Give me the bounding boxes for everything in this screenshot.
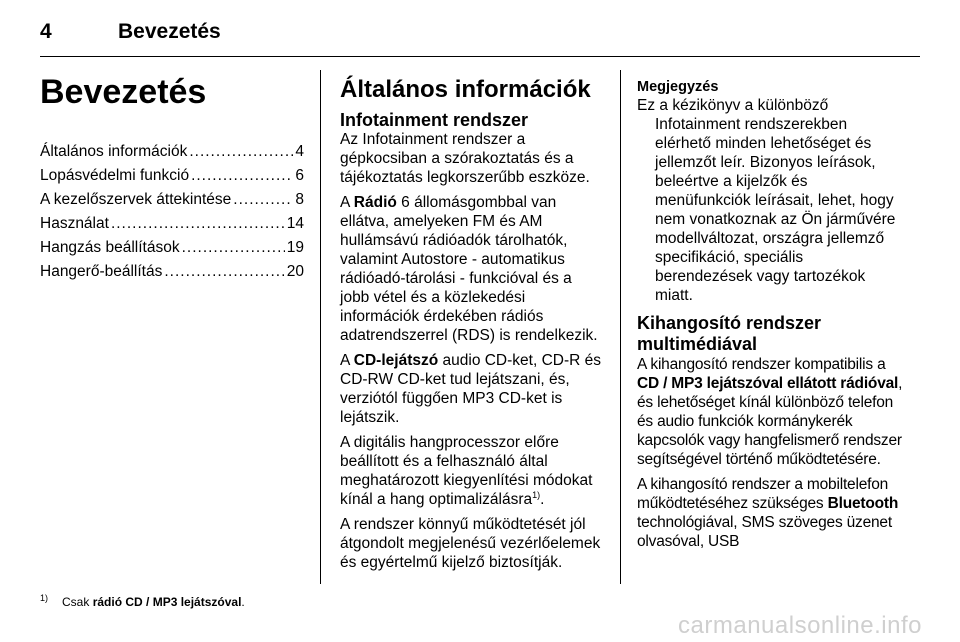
toc-item-page: 20	[286, 263, 304, 280]
paragraph	[340, 351, 602, 427]
table-of-contents	[40, 142, 304, 282]
paragraph	[637, 355, 903, 469]
section-title: Általános információk	[340, 76, 591, 103]
text-run: A	[340, 194, 354, 211]
bold-term: rádió CD / MP3 lejátszóval	[92, 595, 242, 609]
chapter-title: Bevezetés	[40, 73, 207, 111]
note-label: Megjegyzés	[637, 79, 719, 95]
toc-item-page: 14	[286, 215, 304, 232]
toc-column	[40, 64, 304, 286]
toc-leader	[164, 262, 284, 282]
toc-leader	[182, 238, 285, 258]
note-text: Infotainment rendszerekben elérhető minden lehetőséget és jellemzőt leír. Bizonyos leírások, beleértve a kijelzők és menüfunkciók leírásait, lehet, hogy nem vonatkoznak az Ön járművére modellváltozat, országra jellemző specifikáció, speciális berendezések vagy tartozékok miatt.	[655, 116, 896, 304]
toc-item[interactable]	[40, 190, 304, 210]
toc-item[interactable]	[40, 262, 304, 282]
text-run: A kihangosító rendszer kompatibilis a	[637, 356, 886, 373]
text-run: audio CD-ket, CD-R és CD-RW CD-ket tud lejátszani, és, verziótól függően MP3 CD-ket is lejátszik.	[340, 352, 601, 426]
toc-leader	[233, 190, 293, 210]
toc-item-page: 8	[295, 191, 304, 208]
general-info-column	[340, 64, 602, 578]
footnote-mark: 1)	[40, 593, 49, 603]
text-run: Csak	[62, 595, 93, 609]
toc-item-page: 4	[295, 143, 304, 160]
note-first-line: Ez a kézikönyv a különböző	[637, 97, 829, 114]
paragraph: Az Infotainment rendszer a gépkocsiban a szórakoztatás és a tájékoztatás legkorszerűbb eszköze.	[340, 131, 590, 186]
text-run: technológiával, SMS szöveges üzenet olvasóval, USB	[637, 514, 892, 550]
toc-item-title: Hangerő-beállítás	[40, 263, 163, 280]
toc-item-title: Általános információk	[40, 143, 188, 160]
column-divider	[620, 70, 621, 584]
bold-term: CD / MP3 lejátszóval ellátott rádióval	[637, 375, 899, 392]
toc-leader	[111, 214, 285, 234]
toc-leader	[189, 142, 293, 162]
note-body	[637, 96, 903, 305]
subsection-title-line: multimédiával	[637, 334, 758, 354]
text-run: .	[540, 491, 545, 508]
toc-item-page: 6	[295, 167, 304, 184]
text-run: A kihangosító rendszer a mobiltelefon működtetéséhez szükséges	[637, 476, 889, 512]
toc-item[interactable]	[40, 142, 304, 162]
text-run: A digitális hangprocesszor előre beállított és a felhasználó által meghatározott kiegyenlítési módokat kínál a hang optimalizálásra	[340, 434, 593, 508]
toc-item-title: A kezelőszervek áttekintése	[40, 191, 232, 208]
text-run: A	[340, 352, 354, 369]
text-run: , és lehetőséget kínál különböző telefon és audio funkciók kormánykerék kapcsolók vagy hangfelismerő rendszer segítségével történő működtetésére.	[637, 375, 903, 468]
header-rule	[40, 56, 920, 57]
toc-item[interactable]	[40, 214, 304, 234]
watermark: carmanualsonline.info	[678, 612, 922, 639]
bold-term: Bluetooth	[827, 495, 899, 512]
running-title: Bevezetés	[118, 20, 221, 43]
paragraph	[340, 193, 602, 345]
paragraph	[340, 433, 602, 509]
toc-item[interactable]	[40, 238, 304, 258]
text-run: 6 állomásgombbal van ellátva, amelyeken FM és AM hullámsávú rádióadók tárolhatók, valamint Autostore - automatikus rádióadó-tárolási - funkcióval és a jobb vétel és a közlekedési információk érdekében rádiós adatrendszerrel (RDS) is rendelkezik.	[340, 194, 598, 344]
footnote-ref[interactable]: 1)	[532, 489, 541, 500]
bold-term: CD-lejátszó	[353, 352, 439, 369]
toc-item-title: Használat	[40, 215, 109, 232]
footnote	[40, 590, 245, 610]
bold-term: Rádió	[353, 194, 397, 211]
paragraph: A rendszer könnyű működtetését jól átgondolt megjelenésű vezérlőelemek és egyértelmű kijelző biztosítják.	[340, 516, 601, 571]
subsection-title-line: Kihangosító rendszer	[637, 313, 822, 333]
toc-item[interactable]	[40, 166, 304, 186]
note-column	[637, 64, 903, 557]
toc-item-title: Lopásvédelmi funkció	[40, 167, 190, 184]
column-divider	[320, 70, 321, 584]
page-number: 4	[40, 20, 52, 43]
text-run: .	[241, 595, 245, 609]
toc-item-title: Hangzás beállítások	[40, 239, 180, 256]
toc-item-page: 19	[286, 239, 304, 256]
paragraph	[637, 475, 903, 551]
toc-leader	[191, 166, 293, 186]
page-header	[40, 16, 920, 50]
subsection-title	[637, 313, 903, 355]
subsection-title: Infotainment rendszer	[340, 110, 529, 130]
